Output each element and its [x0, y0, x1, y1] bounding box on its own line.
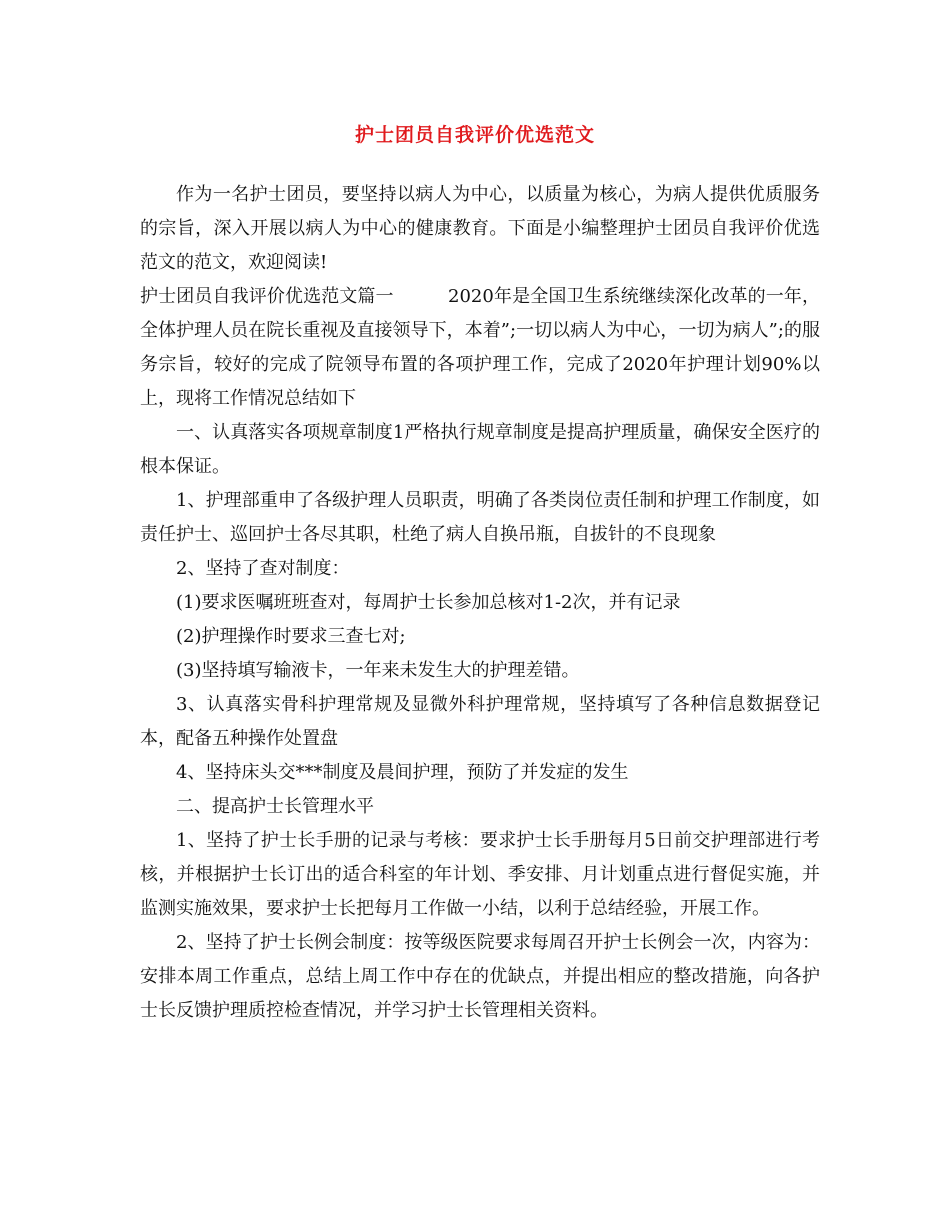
document-paragraph: 一、认真落实各项规章制度1严格执行规章制度是提高护理质量，确保安全医疗的根本保证。	[140, 422, 820, 477]
document-paragraph: (1)要求医嘱班班查对，每周护士长参加总核对1-2次，并有记录	[176, 592, 681, 613]
document-paragraph: 作为一名护士团员，要坚持以病人为中心，以质量为核心，为病人提供优质服务的宗旨，深入开展以病人为中心的健康教育。下面是小编整理护士团员自我评价优选范文的范文，欢迎阅读!	[140, 184, 820, 273]
document-paragraph: (3)坚持填写输液卡，一年来未发生大的护理差错。	[176, 660, 580, 681]
document-paragraph: 3、认真落实骨科护理常规及显微外科护理常规，坚持填写了各种信息数据登记本，配备五种操作处置盘	[140, 694, 820, 749]
document-title: 护士团员自我评价优选范文	[354, 124, 595, 146]
document-paragraph: 二、提高护士长管理水平	[176, 796, 374, 817]
document-paragraph: 2、坚持了护士长例会制度：按等级医院要求每周召开护士长例会一次，内容为：安排本周工作重点，总结上周工作中存在的优缺点，并提出相应的整改措施，向各护士长反馈护理质控检查情况，并学习护士长管理相关资料。	[140, 932, 820, 1021]
document-paragraph: 2、坚持了查对制度：	[176, 558, 350, 579]
document-paragraph: 1、护理部重申了各级护理人员职责，明确了各类岗位责任制和护理工作制度，如责任护士、巡回护士各尽其职，杜绝了病人自换吊瓶，自拔针的不良现象	[140, 490, 820, 545]
document-paragraph: 4、坚持床头交***制度及晨间护理，预防了并发症的发生	[176, 762, 629, 783]
document-paragraph: 1、坚持了护士长手册的记录与考核：要求护士长手册每月5日前交护理部进行考核，并根据护士长订出的适合科室的年计划、季安排、月计划重点进行督促实施，并监测实施效果，要求护士长把每月工作做一小结，以利于总结经验，开展工作。	[140, 830, 820, 919]
document-body	[140, 178, 820, 1028]
document-paragraph: 护士团员自我评价优选范文篇一 2020年是全国卫生系统继续深化改革的一年，全体护理人员在院长重视及直接领导下，本着”;一切以病人为中心，一切为病人”;的服务宗旨，较好的完成了院领导布置的各项护理工作，完成了2020年护理计划90%以上，现将工作情况总结如下	[140, 286, 820, 409]
document-paragraph: (2)护理操作时要求三查七对;	[176, 626, 406, 647]
